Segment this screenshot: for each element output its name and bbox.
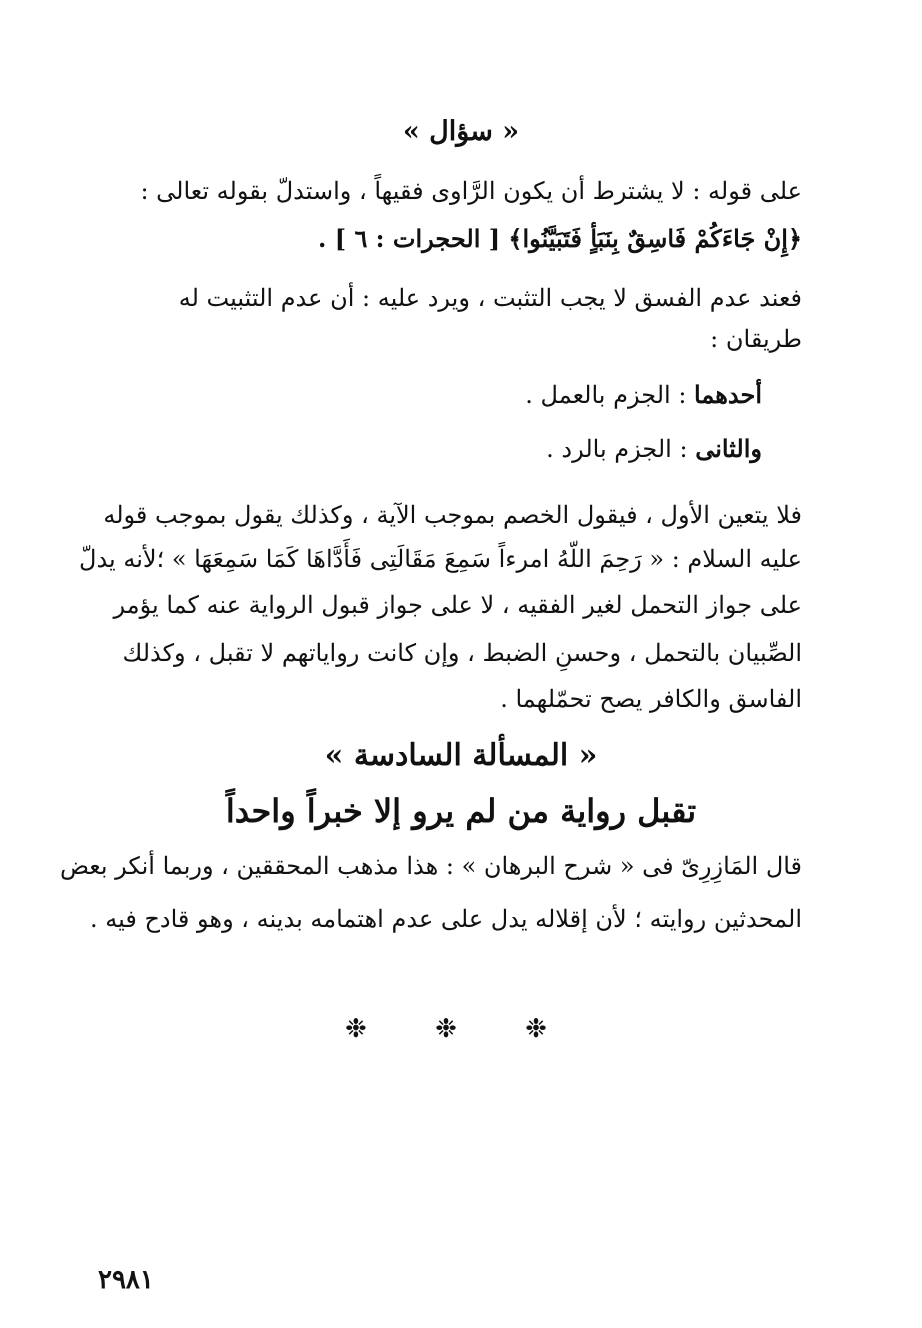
- para3-line3: على جواز التحمل لغير الفقيه ، لا على جواز قبول الرواية عنه كما يؤمر: [113, 591, 802, 619]
- second-way-text: : الجزم بالرد .: [546, 435, 688, 463]
- first-way: [525, 380, 762, 410]
- first-way-text: : الجزم بالعمل .: [525, 381, 687, 409]
- para3-line2: عليه السلام : « رَحِمَ اللّهُ امرءاً سَمِعَ مَقَالَتِى فَأَدَّاهَا كَمَا سَمِعَهَا » ؛لأنه يدلّ: [79, 545, 802, 573]
- issue6-title: تقبل رواية من لم يرو إلا خبراً واحداً: [225, 792, 697, 830]
- para1-line2: ﴿إِنْ جَاءَكُمْ فَاسِقٌ بِنَبَأٍ فَتَبَيَّنُوا﴾ [ الحجرات : ٦ ] .: [318, 224, 802, 253]
- para2-line2: طريقان :: [710, 325, 802, 353]
- page-number: ٢٩٨١: [98, 1265, 154, 1295]
- para3-line5: الفاسق والكافر يصح تحمّلهما .: [500, 685, 802, 713]
- section-separator: ❉ ❉ ❉: [345, 1014, 577, 1044]
- para2-line1: فعند عدم الفسق لا يجب التثبت ، ويرد عليه : أن عدم التثبيت له: [178, 284, 802, 312]
- para4-line1: قال المَازِرِىّ فى « شرح البرهان » : هذا مذهب المحققين ، وربما أنكر بعض: [59, 852, 802, 880]
- para4-line2: المحدثين روايته ؛ لأن إقلاله يدل على عدم اهتمامه بدينه ، وهو قادح فيه .: [89, 905, 802, 933]
- para1-line1: على قوله : لا يشترط أن يكون الرَّاوى فقيهاً ، واستدلّ بقوله تعالى :: [140, 177, 802, 205]
- para3-line4: الصِّبيان بالتحمل ، وحسنِ الضبط ، وإن كانت رواياتهم لا تقبل ، وكذلك: [122, 639, 802, 667]
- first-way-label: أحدهما: [694, 380, 762, 409]
- issue6-heading: « المسألة السادسة »: [324, 738, 598, 773]
- para3-line1: فلا يتعين الأول ، فيقول الخصم بموجب الآية ، وكذلك يقول بموجب قوله: [103, 501, 802, 529]
- second-way-label: والثانى: [695, 434, 762, 463]
- question-heading: « سؤال »: [402, 116, 520, 147]
- second-way: [546, 434, 762, 464]
